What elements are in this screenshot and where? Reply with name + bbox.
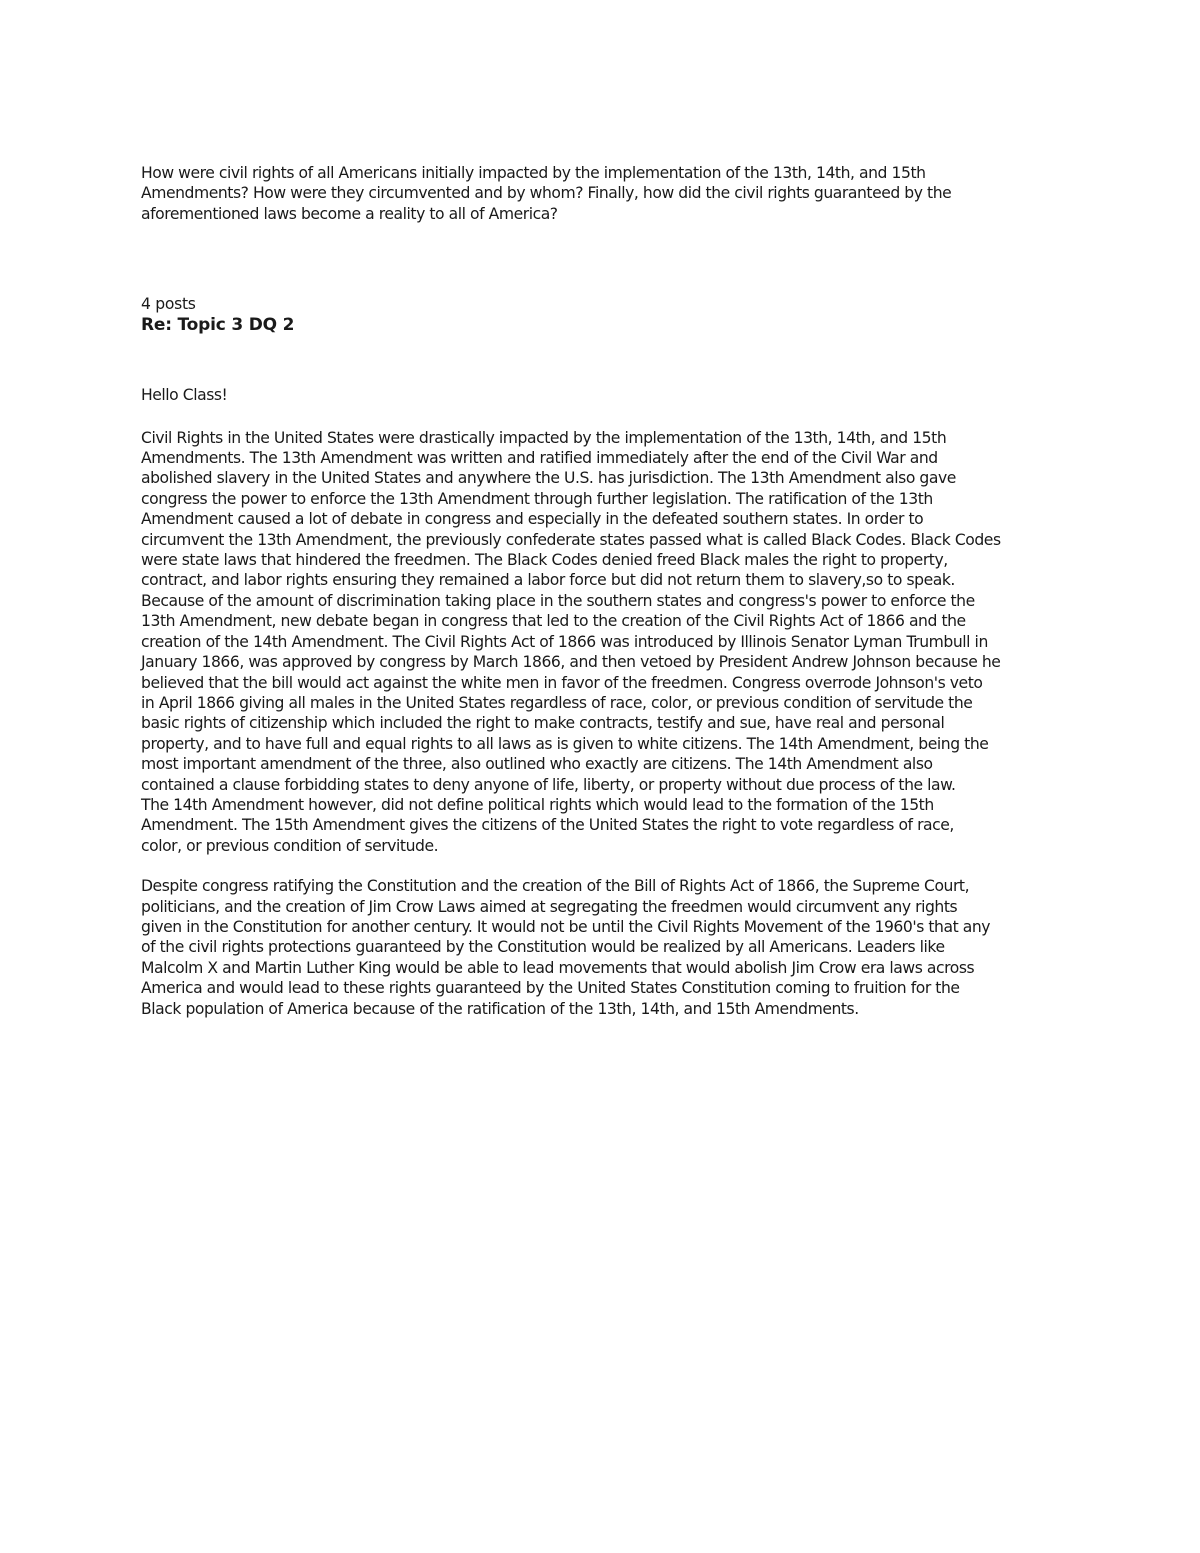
paragraph-line: Amendments. The 13th Amendment was written and ratified immediately after the end of the Civil War and xyxy=(141,449,938,468)
paragraph-line: politicians, and the creation of Jim Crow Laws aimed at segregating the freedmen would circumvent any rights xyxy=(141,897,958,916)
post-greeting xyxy=(141,385,1071,405)
paragraph-line: color, or previous condition of servitude. xyxy=(141,836,439,855)
document-page xyxy=(141,163,1071,1039)
paragraph-line: most important amendment of the three, also outlined who exactly are citizens. The 14th Amendment also xyxy=(141,755,933,774)
discussion-question xyxy=(141,163,1071,224)
paragraph-line: January 1866, was approved by congress by March 1866, and then vetoed by President Andrew Johnson because he xyxy=(141,653,1001,672)
paragraph-line: were state laws that hindered the freedmen. The Black Codes denied freed Black males the right to property, xyxy=(141,551,948,570)
paragraph-line: abolished slavery in the United States and anywhere the U.S. has jurisdiction. The 13th Amendment also gave xyxy=(141,469,956,488)
paragraph-line: Because of the amount of discrimination taking place in the southern states and congress's power to enforce the xyxy=(141,591,975,610)
paragraph-line: 13th Amendment, new debate began in congress that led to the creation of the Civil Rights Act of 1866 and the xyxy=(141,612,966,631)
paragraph-line: circumvent the 13th Amendment, the previously confederate states passed what is called Black Codes. Black Codes xyxy=(141,530,1001,549)
post-title[interactable]: Re: Topic 3 DQ 2 xyxy=(141,315,295,336)
paragraph-line: believed that the bill would act against the white men in favor of the freedmen. Congress overrode Johnson's veto xyxy=(141,673,983,692)
paragraph-line: Civil Rights in the United States were drastically impacted by the implementation of the 13th, 14th, and 15th xyxy=(141,428,947,447)
paragraph-line: given in the Constitution for another century. It would not be until the Civil Rights Movement of the 1960's that any xyxy=(141,917,991,936)
question-line: How were civil rights of all Americans initially impacted by the implementation of the 13th, 14th, and 15th xyxy=(141,164,926,182)
paragraph-line: of the civil rights protections guaranteed by the Constitution would be realized by all Americans. Leaders like xyxy=(141,938,945,957)
paragraph-line: Black population of America because of the ratification of the 13th, 14th, and 15th Amendments. xyxy=(141,999,859,1018)
question-line: Amendments? How were they circumvented and by whom? Finally, how did the civil rights guaranteed by the xyxy=(141,184,952,203)
posts-count: 4 posts xyxy=(141,295,196,314)
paragraph-line: Amendment caused a lot of debate in congress and especially in the defeated southern states. In order to xyxy=(141,510,924,529)
paragraph-line: contract, and labor rights ensuring they remained a labor force but did not return them to slavery,so to speak. xyxy=(141,571,955,590)
paragraph-line: The 14th Amendment however, did not define political rights which would lead to the formation of the 15th xyxy=(141,795,934,814)
paragraph-line: America and would lead to these rights guaranteed by the United States Constitution coming to fruition for the xyxy=(141,979,960,998)
paragraph-line: Amendment. The 15th Amendment gives the citizens of the United States the right to vote regardless of race, xyxy=(141,816,954,835)
paragraph-line: Malcolm X and Martin Luther King would be able to lead movements that would abolish Jim Crow era laws across xyxy=(141,958,975,977)
paragraph-line: creation of the 14th Amendment. The Civil Rights Act of 1866 was introduced by Illinois Senator Lyman Trumbull in xyxy=(141,632,988,651)
paragraph-line: property, and to have full and equal rights to all laws as is given to white citizens. The 14th Amendment, being the xyxy=(141,734,989,753)
paragraph-line: basic rights of citizenship which included the right to make contracts, testify and sue, have real and personal xyxy=(141,714,945,733)
post-paragraph-2 xyxy=(141,876,1071,1019)
greeting-text: Hello Class! xyxy=(141,386,228,405)
paragraph-line: contained a clause forbidding states to deny anyone of life, liberty, or property without due process of the law. xyxy=(141,775,956,794)
paragraph-line: congress the power to enforce the 13th Amendment through further legislation. The ratification of the 13th xyxy=(141,489,933,508)
question-line: aforementioned laws become a reality to all of America? xyxy=(141,204,558,223)
post-paragraph-1 xyxy=(141,428,1071,857)
paragraph-line: Despite congress ratifying the Constitution and the creation of the Bill of Rights Act of 1866, the Supreme Court, xyxy=(141,877,970,896)
paragraph-line: in April 1866 giving all males in the United States regardless of race, color, or previous condition of servitude the xyxy=(141,693,973,712)
